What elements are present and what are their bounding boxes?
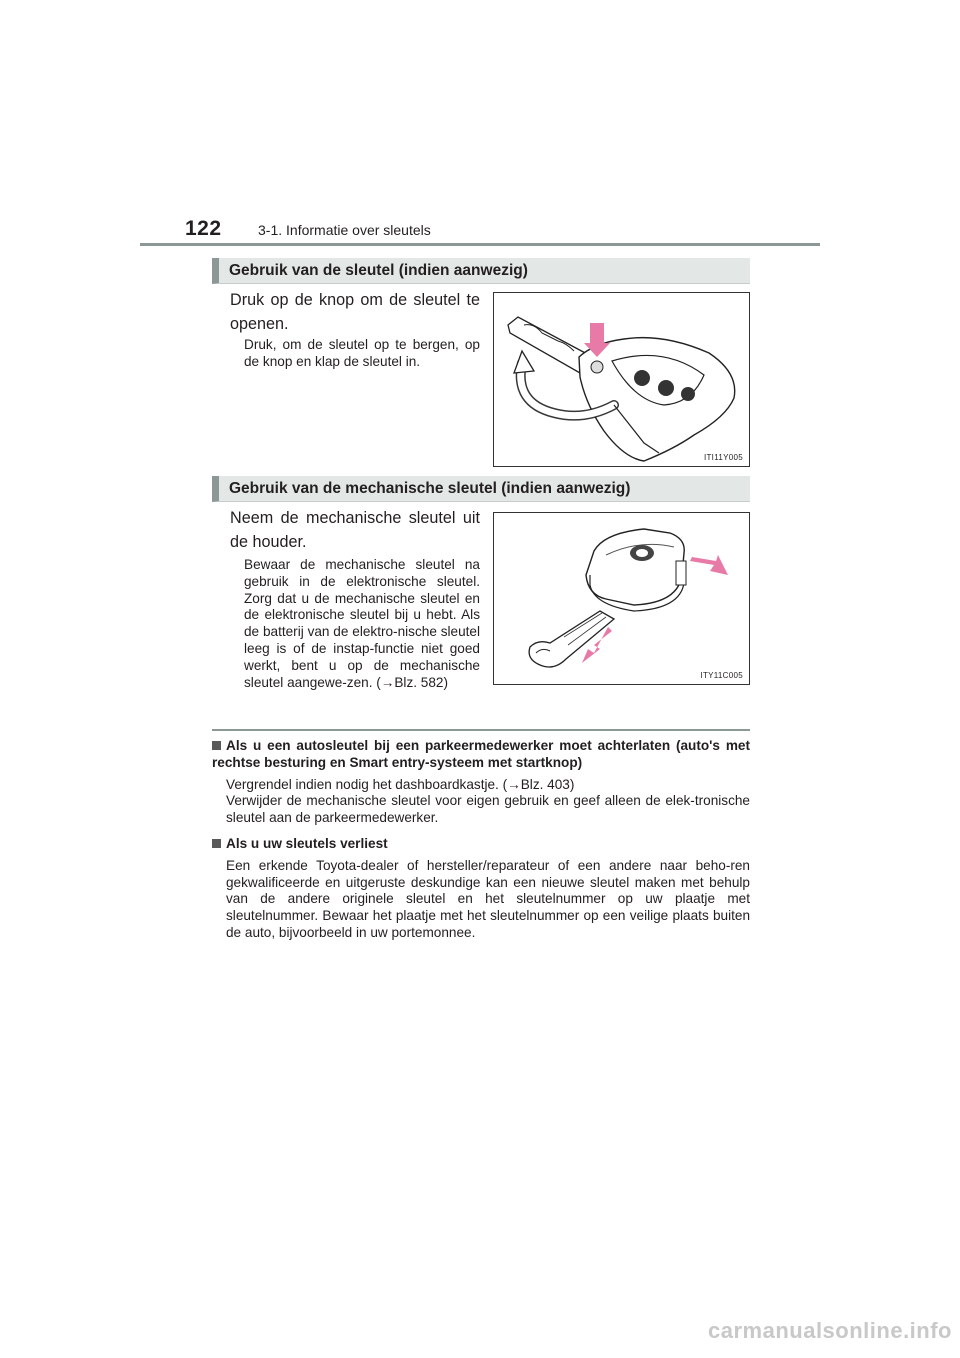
note-valet-key [212, 738, 750, 827]
note-store-mechanical-key: Bewaar de mechanische sleutel na gebruik in de elektronische sleutel. Zorg dat u de mechanische sleutel en de elektronische sleutel bij u hebt. Als de batterij van de elektro-nische sleutel leeg is of de instap-functie niet goed werkt, bent u op de mechanische sleutel aangewe-zen. (→Blz. 582) [244, 557, 480, 690]
instruction-open-key: Druk op de knop om de sleutel te openen. [230, 291, 480, 333]
note-heading: Als u een autosleutel bij een parkeermedewerker moet achterlaten (auto's met rechtse besturing en Smart entry-systeem met startknop) [212, 738, 750, 770]
section-heading-key-use: Gebruik van de sleutel (indien aanwezig) [212, 258, 750, 284]
figure-mechanical-key [493, 512, 750, 685]
figure-flip-key [493, 292, 750, 467]
figure-code: ITY11C005 [700, 671, 743, 680]
instruction-remove-mechanical-key: Neem de mechanische sleutel uit de houder. [230, 509, 480, 551]
square-bullet-icon [212, 741, 221, 750]
note-body-line: Verwijder de mechanische sleutel voor eigen gebruik en geef alleen de elek-tronische sleutel aan de parkeermedewerker. [226, 793, 750, 826]
flip-key-illustration [494, 293, 749, 466]
figure-code: ITI11Y005 [703, 453, 743, 462]
mechanical-key-illustration [494, 513, 749, 684]
square-bullet-icon [212, 839, 221, 848]
chapter-title: 3-1. Informatie over sleutels [258, 222, 431, 238]
watermark: carmanualsonline.info [708, 1318, 952, 1343]
page-number: 122 [185, 217, 222, 240]
note-body-line: Vergrendel indien nodig het dashboardkastje. (→Blz. 403) [226, 776, 575, 792]
note-lost-keys [212, 836, 750, 942]
header-rule [140, 243, 820, 246]
section-heading-mechanical-key: Gebruik van de mechanische sleutel (indien aanwezig) [212, 476, 750, 502]
note-body-line: Een erkende Toyota-dealer of hersteller/reparateur of een andere naar beho-ren gekwalificeerde en uitgeruste deskundige kan een nieuwe sleutel maken met behulp van de andere originele sleutel en het sleutelnummer op uw plaatje met sleutelnummer. Bewaar het plaatje met het sleutelnummer op een veilige plaats buiten de auto, bijvoorbeeld in uw portemonnee. [226, 857, 750, 940]
note-fold-key: Druk, om de sleutel op te bergen, op de knop en klap de sleutel in. [244, 337, 480, 369]
section-separator [212, 729, 750, 731]
note-heading: Als u uw sleutels verliest [212, 836, 750, 853]
